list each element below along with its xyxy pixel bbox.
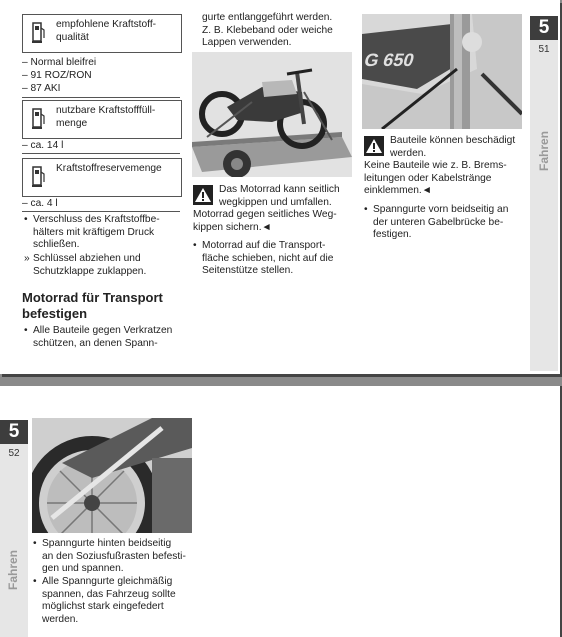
warning-text-body: Motorrad gegen seitliches Weg- kippen sichern.◄ (193, 209, 337, 233)
spec-values: – ca. 14 l (22, 139, 180, 154)
spec-label: nutzbare Kraftstofffüll- menge (56, 105, 156, 129)
chapter-tab (530, 16, 558, 371)
rear-wheel-illustration (32, 418, 192, 533)
chapter-number: 5 (530, 16, 558, 40)
photo-front-fork-strap (362, 14, 522, 129)
fuel-pump-icon (32, 164, 46, 190)
page-number: 51 (538, 44, 550, 55)
fuel-pump-icon (32, 106, 46, 132)
fuel-pump-icon (32, 20, 46, 46)
spec-fuel-quality (22, 14, 182, 53)
warning-text-head: Bauteile können beschädigt werden. (390, 135, 516, 159)
photo-motorcycle-on-trailer (192, 52, 352, 177)
manual-page-52 (0, 386, 560, 637)
step-front-straps: • Spanngurte vorn beidseitig an der unteren Gabelbrücke be- festigen. (373, 204, 508, 242)
chapter-number: 5 (0, 420, 28, 444)
spec-values: – ca. 4 l (22, 197, 180, 212)
warning-text-body: Keine Bauteile wie z. B. Brems- leitungen oder Kabelstränge einklemmen.◄ (364, 160, 507, 196)
step-remove-key: » Schlüssel abziehen und Schutzklappe zuklappen. (33, 253, 146, 278)
step-tension-straps: • Alle Spanngurte gleichmäßig spannen, das Fahrzeug sollte möglichst stark eingefedert werden. (42, 576, 176, 626)
step-push-motorcycle: • Motorrad auf die Transport- fläche schieben, nicht auf die Seitenstütze stellen. (202, 240, 333, 278)
chapter-label: Fahren (537, 130, 551, 171)
step-close-tank-cap: • Verschluss des Kraftstoffbe- hälters mit kräftigem Druck schließen. (33, 214, 160, 252)
warning-text-head: Das Motorrad kann seitlich wegkippen und umfallen. (219, 184, 340, 208)
spec-label: empfohlene Kraftstoff- qualität (56, 19, 157, 43)
chapter-tab (0, 420, 28, 637)
spec-values: – Normal bleifrei – 91 ROZ/RON – 87 AKI (22, 54, 180, 98)
spec-reserve-fuel (22, 158, 182, 197)
front-fork-illustration (362, 14, 522, 129)
section-heading: Motorrad für Transport befestigen (22, 290, 163, 321)
svg-text:G 650: G 650 (362, 49, 417, 70)
spec-label: Kraftstoffreservemenge (56, 163, 162, 174)
photo-rear-strap (32, 418, 192, 533)
page-number: 52 (8, 448, 20, 459)
motorcycle-trailer-illustration (192, 52, 352, 177)
text-continuation: gurte entlanggeführt werden. Z. B. Klebeband oder weiche Lappen verwenden. (202, 12, 333, 48)
step-protect-parts: • Alle Bauteile gegen Verkratzen schützen, an denen Spann- (33, 325, 172, 350)
spec-usable-fuel (22, 100, 182, 139)
warning-icon (364, 136, 384, 156)
step-rear-straps: • Spanngurte hinten beidseitig an den Soziusfußrasten befesti- gen und spannen. (42, 538, 186, 576)
warning-icon (193, 185, 213, 205)
chapter-label: Fahren (6, 549, 20, 590)
